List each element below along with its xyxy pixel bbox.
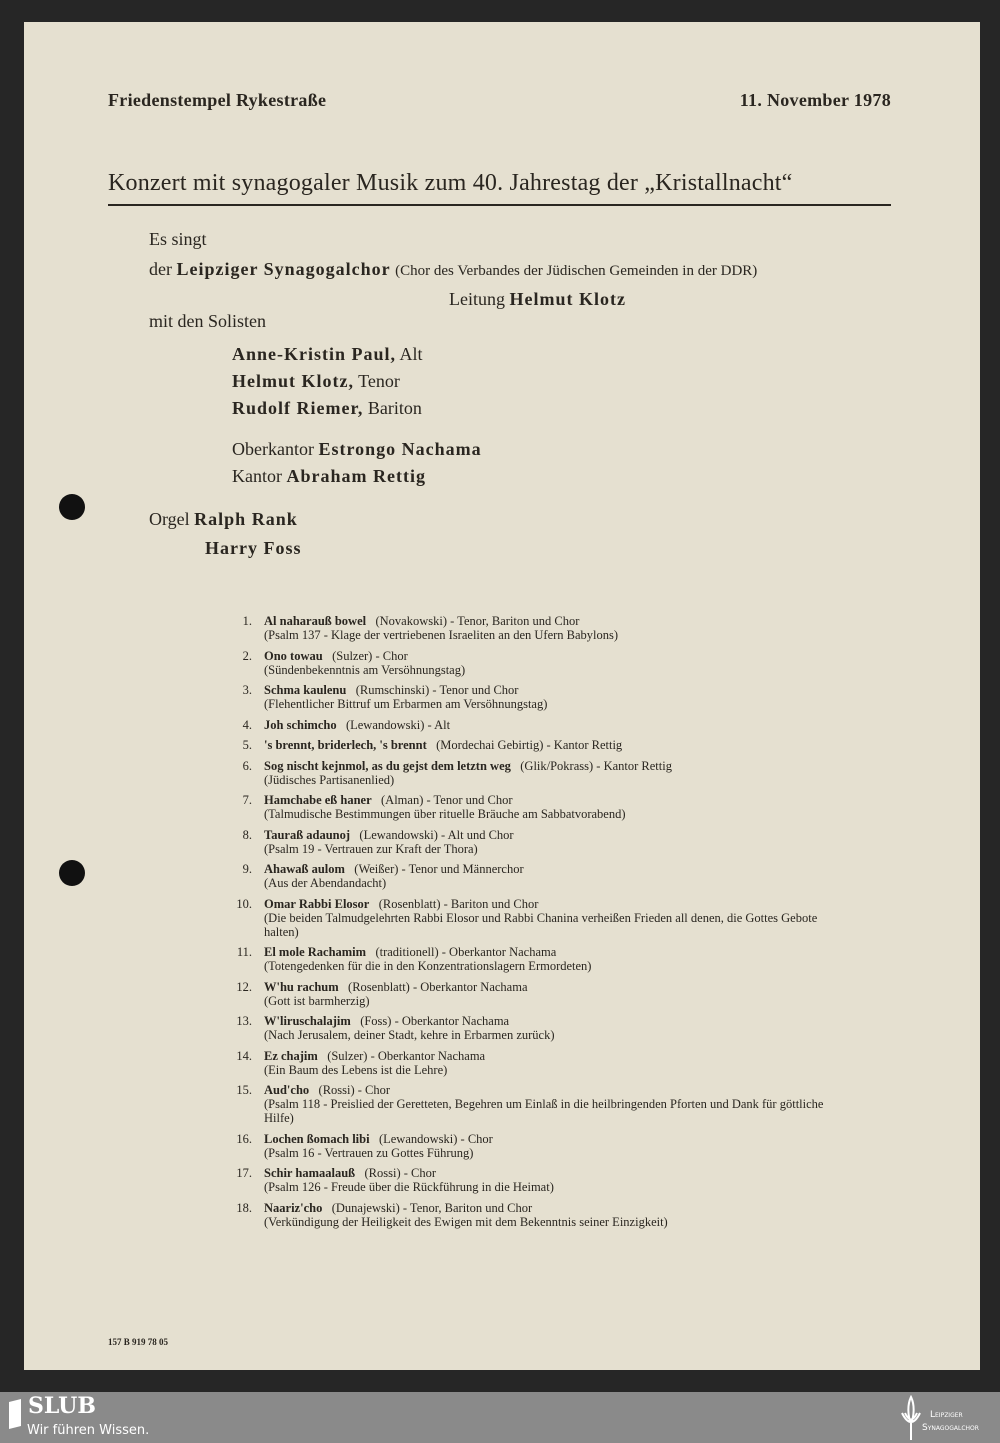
piece-description: (Gott ist barmherzig)	[264, 993, 370, 1008]
orgel-label: Orgel	[149, 509, 190, 529]
item-number: 13.	[236, 1014, 252, 1028]
soloist	[232, 395, 423, 422]
item-line	[264, 649, 465, 663]
program-item	[226, 1083, 846, 1125]
item-line	[264, 945, 591, 959]
cantor	[232, 463, 482, 490]
program-item	[226, 683, 846, 711]
piece-description: (Aus der Abendandacht)	[264, 876, 387, 890]
item-body	[264, 897, 824, 939]
piece-credits: (Glik/Pokrass) - Kantor Rettig	[520, 758, 672, 773]
piece-description: (Psalm 126 - Freude über die Rückführung in die Heimat)	[264, 1180, 554, 1194]
cantor-name: Estrongo Nachama	[318, 439, 482, 459]
item-body	[264, 793, 626, 821]
item-line	[264, 718, 450, 732]
program-item	[226, 1166, 846, 1194]
item-number: 18.	[236, 1200, 252, 1215]
soloists	[232, 341, 423, 422]
item-number: 16.	[236, 1131, 252, 1146]
piece-title: Al naharauß bowel	[264, 614, 367, 628]
soloist-voice: Tenor	[358, 371, 400, 391]
piece-description: (Die beiden Talmudgelehrten Rabbi Elosor und Rabbi Chanina verheißen Frieden all denen, die Gottes Gebote halten)	[264, 910, 818, 939]
piece-title: Lochen ßomach libi	[264, 1131, 370, 1146]
program-item	[226, 738, 846, 752]
item-line	[264, 828, 514, 842]
program-item	[226, 862, 846, 890]
soloist-name: Helmut Klotz,	[232, 371, 354, 391]
venue: Friedenstempel Rykestraße	[108, 90, 327, 110]
item-line	[264, 1049, 485, 1063]
program-list	[226, 614, 846, 1235]
cantor-title: Oberkantor	[232, 439, 314, 459]
mit-solisten: mit den Solisten	[149, 311, 266, 331]
piece-title: Aud'cho	[264, 1083, 310, 1097]
piece-credits: (Foss) - Oberkantor Nachama	[360, 1014, 510, 1028]
piece-description: (Totengedenken für die in den Konzentrationslagern Ermordeten)	[264, 959, 592, 973]
piece-description: (Psalm 118 - Preislied der Geretteten, Begehren um Einlaß in die heilbringenden Pforten und Dank für göttliche Hilfe)	[264, 1097, 824, 1125]
cantor-name: Abraham Rettig	[286, 466, 426, 486]
soloist-voice: Alt	[399, 344, 423, 364]
cantor	[232, 436, 482, 463]
slub-book-icon	[8, 1398, 24, 1430]
piece-title: Omar Rabbi Elosor	[264, 896, 370, 911]
organist: Ralph Rank	[194, 509, 298, 529]
item-line	[264, 1014, 555, 1028]
leitung-name: Helmut Klotz	[509, 289, 626, 309]
piece-description: (Ein Baum des Lebens ist die Lehre)	[264, 1062, 448, 1077]
piece-title: Naariz'cho	[264, 1200, 323, 1215]
piece-title: Schma kaulenu	[264, 683, 347, 697]
program-item	[226, 759, 846, 787]
program-item	[226, 1014, 846, 1042]
piece-description: (Sündenbekenntnis am Versöhnungstag)	[264, 662, 466, 677]
item-line	[264, 980, 528, 994]
program-item	[226, 945, 846, 973]
item-body	[264, 614, 618, 642]
piece-description: (Nach Jerusalem, deiner Stadt, kehre in Erbarmen zurück)	[264, 1028, 555, 1042]
item-line	[264, 1166, 554, 1180]
item-number: 10.	[236, 896, 252, 911]
piece-credits: (Dunajewski) - Tenor, Bariton und Chor	[331, 1200, 533, 1215]
item-number: 9.	[242, 862, 252, 876]
piece-title: W'hu rachum	[264, 979, 339, 994]
program-item	[226, 614, 846, 642]
item-line	[264, 1083, 824, 1097]
piece-title: Hamchabe eß haner	[264, 793, 372, 807]
item-number: 4.	[242, 717, 252, 732]
piece-title: Tauraß adaunoj	[264, 827, 351, 842]
piece-title: Joh schimcho	[264, 717, 337, 732]
item-number: 1.	[242, 614, 252, 628]
program-item	[226, 1132, 846, 1160]
item-line	[264, 738, 622, 752]
piece-credits: (Lewandowski) - Chor	[378, 1131, 493, 1146]
piece-title: Ez chajim	[264, 1048, 318, 1063]
item-line	[264, 897, 824, 911]
menorah-icon	[898, 1395, 924, 1441]
choir-line	[149, 259, 757, 280]
leitung-label: Leitung	[449, 289, 505, 309]
soloist	[232, 368, 423, 395]
piece-title: Schir hamaalauß	[264, 1166, 356, 1180]
item-number: 17.	[236, 1166, 252, 1180]
choir-name: Leipziger Synagogalchor	[176, 259, 391, 279]
program-item	[226, 1201, 846, 1229]
program-item	[226, 828, 846, 856]
item-number: 2.	[242, 648, 252, 663]
leitung-line	[449, 289, 626, 310]
item-body	[264, 1049, 485, 1077]
item-body	[264, 759, 672, 787]
item-body	[264, 1083, 824, 1125]
piece-description: (Jüdisches Partisanenlied)	[264, 772, 395, 787]
piece-description: (Psalm 137 - Klage der vertriebenen Israeliten an den Ufern Babylons)	[264, 628, 619, 642]
item-body	[264, 980, 528, 1008]
item-number: 8.	[242, 827, 252, 842]
soloist-name: Anne-Kristin Paul,	[232, 344, 397, 364]
piece-credits: (Rossi) - Chor	[364, 1166, 437, 1180]
item-line	[264, 759, 672, 773]
piece-title: 's brennt, briderlech, 's brennt	[264, 738, 427, 752]
item-body	[264, 683, 547, 711]
piece-description: (Flehentlicher Bittruf um Erbarmen am Versöhnungstag)	[264, 697, 548, 711]
item-line	[264, 683, 547, 697]
piece-credits: (Lewandowski) - Alt	[345, 717, 451, 732]
item-body	[264, 862, 524, 890]
item-number: 12.	[236, 979, 252, 994]
piece-credits: (Rosenblatt) - Bariton und Chor	[378, 896, 539, 911]
piece-title: Ono towau	[264, 648, 323, 663]
soloist-name: Rudolf Riemer,	[232, 398, 364, 418]
program-item	[226, 793, 846, 821]
date: 11. November 1978	[739, 90, 891, 110]
choir-note: (Chor des Verbandes der Jüdischen Gemeinden in der DDR)	[395, 263, 758, 279]
item-body	[264, 828, 514, 856]
item-body	[264, 1201, 668, 1229]
piece-description: (Verkündigung der Heiligkeit des Ewigen mit dem Bekenntnis seiner Einzigkeit)	[264, 1214, 668, 1229]
piece-credits: (Sulzer) - Oberkantor Nachama	[327, 1048, 486, 1063]
item-number: 14.	[236, 1048, 252, 1063]
program-item	[226, 718, 846, 732]
piece-credits: (Novakowski) - Tenor, Bariton und Chor	[375, 614, 580, 628]
item-number: 3.	[242, 683, 252, 697]
partner-line2: Synagogalchor	[922, 1423, 979, 1433]
piece-credits: (Rosenblatt) - Oberkantor Nachama	[348, 979, 528, 994]
item-body	[264, 738, 622, 752]
concert-title: Konzert mit synagogaler Musik zum 40. Jahrestag der „Kristallnacht“	[108, 170, 793, 196]
organist: Harry Foss	[205, 538, 302, 558]
footer-bar	[0, 1392, 1000, 1443]
item-line	[264, 1132, 493, 1146]
print-code: 157 B 919 78 05	[108, 1337, 169, 1347]
piece-credits: (Lewandowski) - Alt und Chor	[359, 827, 514, 842]
item-number: 11.	[236, 945, 252, 959]
piece-credits: (Rumschinski) - Tenor und Chor	[355, 683, 519, 697]
item-body	[264, 1014, 555, 1042]
piece-credits: (traditionell) - Oberkantor Nachama	[375, 945, 557, 959]
cantor-title: Kantor	[232, 466, 282, 486]
piece-credits: (Alman) - Tenor und Chor	[381, 793, 513, 807]
slub-logo[interactable]: SLUB	[28, 1393, 96, 1419]
piece-description: (Psalm 16 - Vertrauen zu Gottes Führung)	[264, 1145, 474, 1160]
piece-description: (Psalm 19 - Vertrauen zur Kraft der Thora)	[264, 841, 478, 856]
partner-line1: Leipziger	[930, 1410, 963, 1420]
item-line	[264, 793, 626, 807]
piece-title: W'liruschalajim	[264, 1014, 351, 1028]
program-item	[226, 1049, 846, 1077]
der: der	[149, 259, 172, 279]
piece-title: Sog nischt kejnmol, as du gejst dem letztn weg	[264, 758, 511, 773]
item-body	[264, 649, 465, 677]
piece-title: Ahawaß aulom	[264, 862, 345, 876]
punch-hole	[59, 860, 85, 886]
item-body	[264, 945, 591, 973]
punch-hole	[59, 494, 85, 520]
item-line	[264, 1201, 668, 1215]
organists	[149, 505, 301, 563]
cantors	[232, 436, 482, 490]
piece-credits: (Weißer) - Tenor und Männerchor	[354, 862, 524, 876]
program-item	[226, 649, 846, 677]
piece-credits: (Rossi) - Chor	[318, 1083, 391, 1097]
item-number: 15.	[236, 1083, 252, 1097]
es-singt: Es singt	[149, 229, 207, 249]
item-number: 7.	[242, 793, 252, 807]
item-line	[264, 614, 618, 628]
item-body	[264, 718, 450, 732]
soloist	[232, 341, 423, 368]
item-number: 6.	[242, 758, 252, 773]
program-item	[226, 980, 846, 1008]
piece-credits: (Mordechai Gebirtig) - Kantor Rettig	[436, 738, 623, 752]
piece-credits: (Sulzer) - Chor	[332, 648, 408, 663]
program-item	[226, 897, 846, 939]
slub-slogan: Wir führen Wissen.	[27, 1423, 150, 1438]
item-line	[264, 862, 524, 876]
item-body	[264, 1132, 493, 1160]
item-number: 5.	[242, 738, 252, 752]
title-rule	[108, 204, 891, 206]
item-body	[264, 1166, 554, 1194]
piece-title: El mole Rachamim	[264, 945, 367, 959]
soloist-voice: Bariton	[367, 398, 422, 418]
piece-description: (Talmudische Bestimmungen über rituelle Bräuche am Sabbatvorabend)	[264, 807, 626, 821]
